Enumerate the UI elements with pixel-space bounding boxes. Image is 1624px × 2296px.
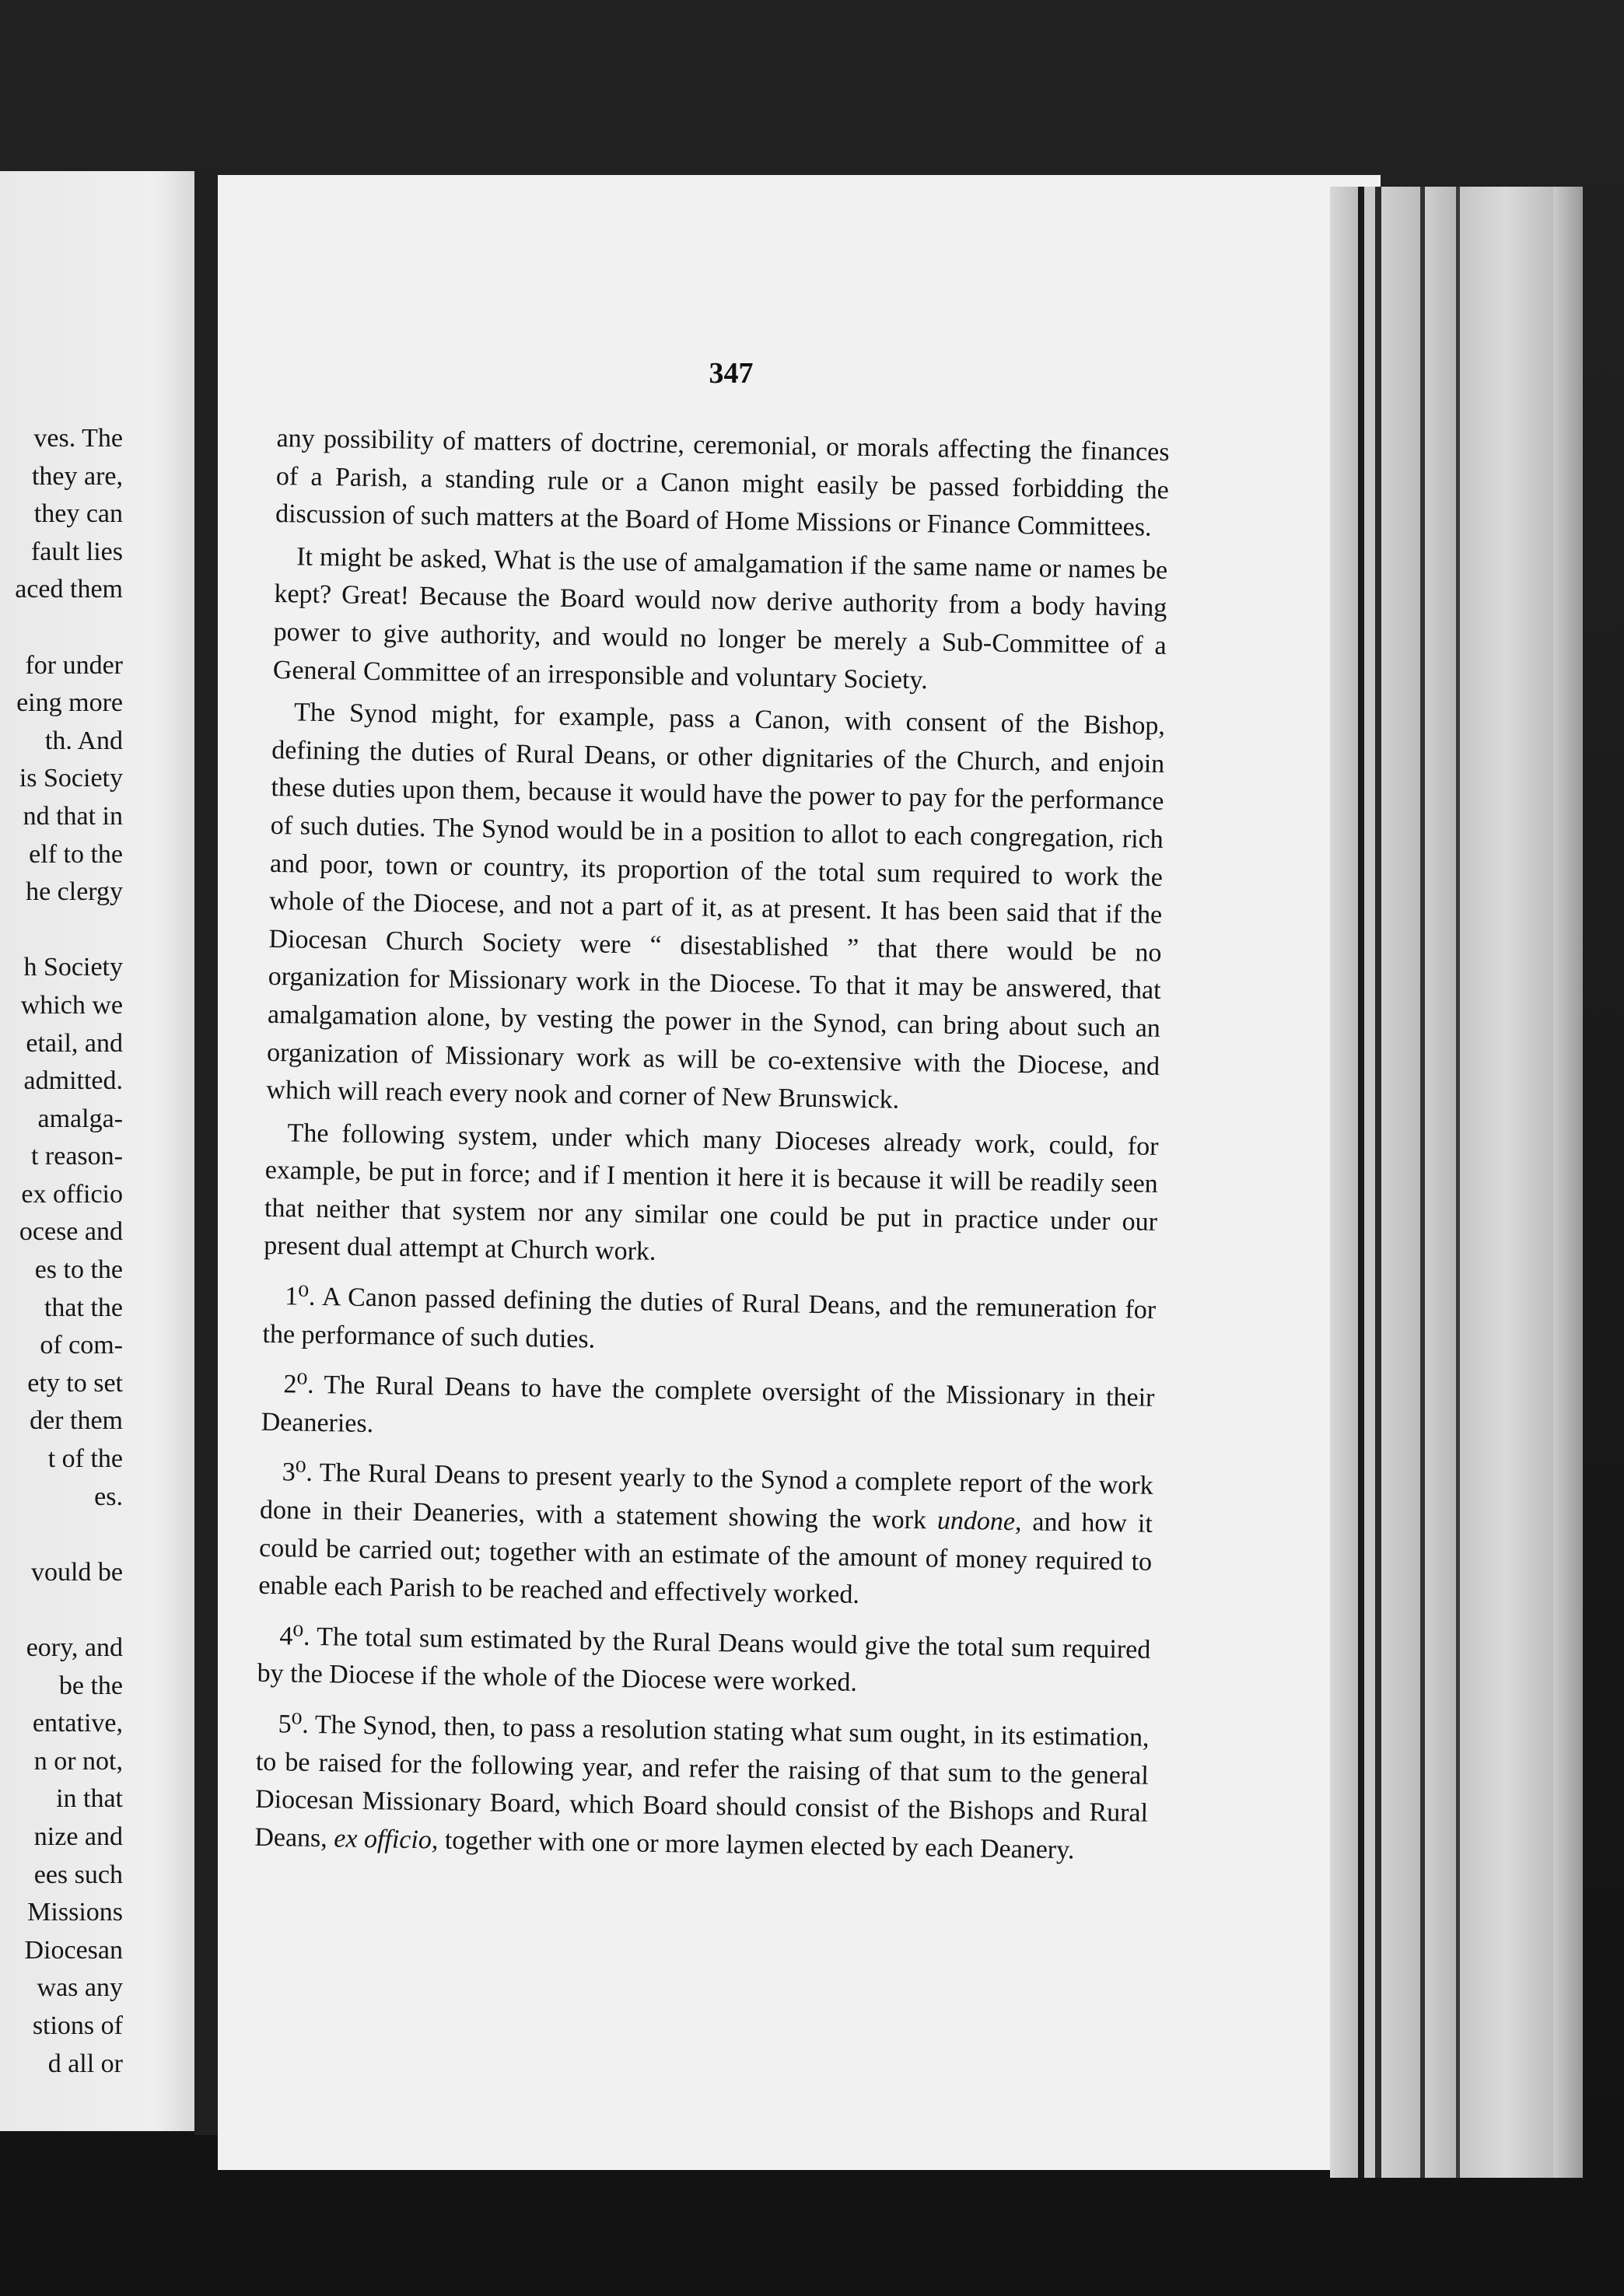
item-text: A Canon passed defining the duties of Rural Deans, and the remuneration for the performance of such duties. [262,1282,1157,1354]
left-page-line: ves. The [33,424,123,453]
left-page-line: aced them [15,575,123,604]
left-page-line: elf to the [29,839,123,869]
item-italic-text: undone, [936,1506,1022,1537]
paragraph: The Synod might, for example, pass a Canon, with consent of the Bishop, defining the duties of Rural Deans, or other dignitaries of the Church, and enjoin these duties upon them, because it would have the power to pay for the performance of such duties. The Synod would be in a position to allot to each congregation, rich and poor, town or country, its proportion of the total sum required to work the whole of the Diocese, and not a part of it, as at present. It has been said that if the Diocesan Church Society were “ disestablished ” that there would be no organization for Missionary work in the Diocese. To that it may be answered, that amalgamation alone, by vesting the power in the Synod, can bring about such an organization of Missionary work as will be co-extensive with the Diocese, and which will reach every nook and corner of New Brunswick. [266,698,1166,1115]
item-italic-text: ex officio, [334,1824,439,1855]
paragraph: The following system, under which many Dioceses already work, could, for example, be put in force; and if I mention it here it is because it will be readily seen that neither that system nor any similar one could be put in practice under our present dual attempt at Church work. [264,1118,1159,1267]
left-page-gap [0,609,123,647]
item-text: and how it could be carried out; together with an estimate of the amount of money required to enable each Parish to be reached and effectively worked. [258,1507,1153,1610]
left-page-line: they can [33,499,123,529]
left-page [0,171,194,2131]
left-page-gap [0,1516,123,1554]
item-number: 5⁰. [278,1710,310,1739]
left-page-line: Missions [27,1898,123,1927]
left-page-line: for under [25,650,123,680]
left-page-line: eory, and [26,1633,123,1662]
item-number: 1⁰. [285,1282,316,1311]
numbered-item [257,1618,1150,1707]
paragraph: any possibility of matters of doctrine, ceremonial, or morals affecting the finances of a Parish, a standing rule or a Canon might easily be passed forbidding the discussion of such matters at the Board of Home Missions or Finance Committees. [275,423,1170,542]
left-page-line: ees such [33,1860,123,1889]
left-page-line: nize and [33,1822,123,1851]
left-page-line: ocese and [19,1217,123,1247]
left-page-text [0,420,123,2083]
left-page-line: stions of [32,2011,123,2040]
left-page-line: is Society [19,764,123,793]
left-page-gap [0,1591,123,1629]
left-page-line: entative, [32,1709,123,1738]
left-page-line: es to the [34,1255,123,1285]
left-page-line: th. And [44,726,123,755]
left-page-line: amalga- [37,1104,123,1133]
left-page-line: be the [58,1671,123,1700]
left-page-line: eing more [16,688,123,718]
left-page-line: es. [94,1482,123,1511]
left-page-line: n or not, [33,1746,123,1776]
left-page-line: which we [20,990,123,1020]
page-edges [1330,187,1583,2178]
left-page-gap [0,912,123,950]
left-page-line: t reason- [30,1142,123,1171]
page-body [254,420,1170,1875]
left-page-line: was any [37,1973,123,2003]
page-number: 347 [709,357,754,390]
item-text: The total sum estimated by the Rural Deans would give the total sum required by the Diocese if the whole of the Diocese were worked. [257,1622,1151,1698]
left-page-line: der them [30,1406,123,1436]
left-page-line: admitted. [23,1066,123,1096]
left-page-line: ex officio [21,1179,123,1209]
item-text: together with one or more laymen elected by each Deanery. [438,1825,1075,1865]
numbered-item [258,1454,1153,1619]
left-page-line: nd that in [23,801,123,831]
left-page-line: etail, and [26,1028,123,1058]
numbered-item [254,1706,1150,1871]
left-page-line: t of the [47,1444,123,1474]
left-page-line: h Society [23,953,123,982]
item-text: The Synod, then, to pass a resolution stating what sum ought, in its estimation, to be raised for the following year, and refer the raising of that sum to the general Diocesan Missionary Board, which Board should consist of the Bishops and Rural Deans, [254,1710,1150,1853]
left-page-line: d all or [47,2049,123,2078]
item-number: 2⁰. [283,1370,314,1400]
left-page-line: Diocesan [24,1935,123,1965]
left-page-line: they are, [31,461,123,491]
left-page-line: he clergy [26,877,123,907]
binding-gutter [194,167,218,2135]
left-page-line: that the [44,1293,123,1322]
left-page-line: ety to set [27,1368,123,1398]
numbered-item [261,1366,1154,1455]
left-page-line: of com- [40,1331,123,1360]
item-number: 3⁰. [282,1458,313,1488]
paragraph: It might be asked, What is the use of amalgamation if the same name or names be kept? Great! Because the Board would now derive authority from a body having power to give authority, and would no longer be merely a Sub-Committee of a General Committee of an irresponsible and voluntary Society. [272,542,1168,695]
left-page-line: vould be [30,1557,123,1587]
item-text: The Rural Deans to present yearly to the Synod a complete report of the work done in their Deaneries, with a statement showing the work [259,1458,1153,1535]
left-page-line: in that [56,1784,123,1814]
item-text: The Rural Deans to have the complete oversight of the Missionary in their Deaneries. [261,1370,1155,1438]
item-number: 4⁰. [279,1622,310,1651]
left-page-line: fault lies [30,537,123,566]
numbered-item [262,1278,1156,1367]
